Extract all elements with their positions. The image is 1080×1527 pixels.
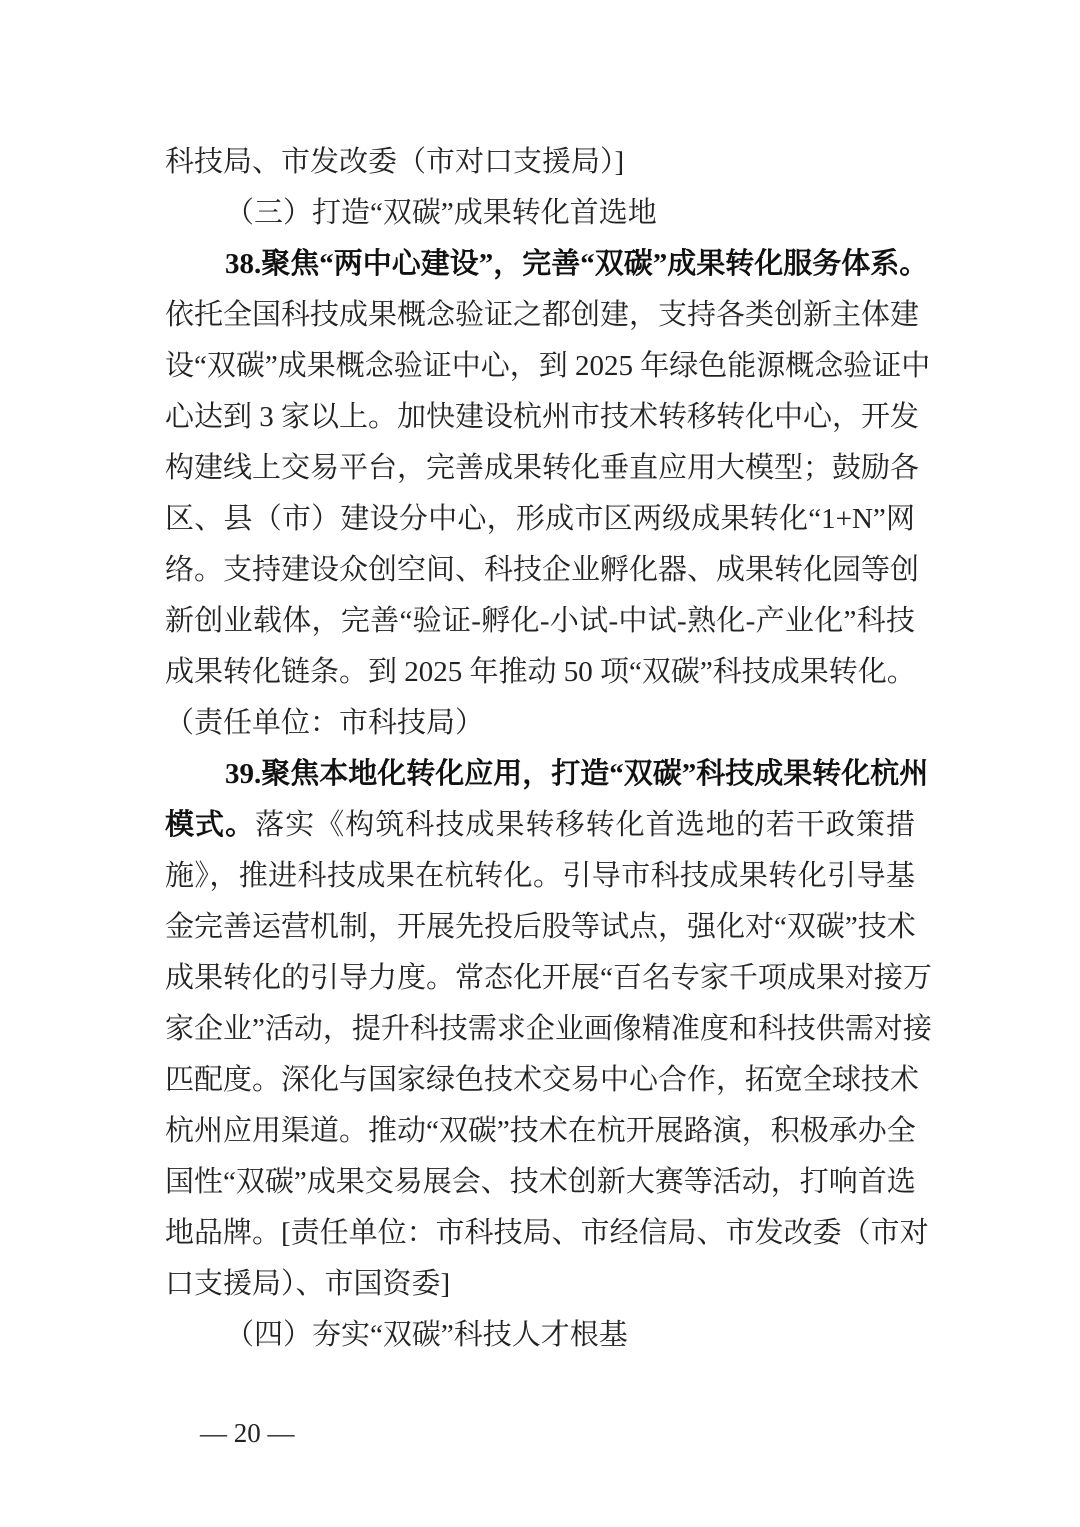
text-line: 金完善运营机制，开展先投后股等试点，强化对“双碳”技术 — [165, 911, 916, 943]
text-line: 地品牌。[责任单位：市科技局、市经信局、市发改委（市对 — [165, 1217, 929, 1249]
text-line: 口支援局）、市国资委] — [165, 1268, 451, 1300]
section-heading: （四）夯实“双碳”科技人才根基 — [225, 1319, 628, 1351]
bold-heading-end: 模式。 — [165, 809, 256, 841]
text-line: 新创业载体，完善“验证-孵化-小试-中试-熟化-产业化”科技 — [165, 605, 915, 637]
text-line: 区、县（市）建设分中心，形成市区两级成果转化“1+N”网 — [165, 503, 915, 535]
text-line: 家企业”活动，提升科技需求企业画像精准度和科技供需对接 — [165, 1013, 932, 1045]
text-line: 匹配度。深化与国家绿色技术交易中心合作，拓宽全球技术 — [165, 1064, 920, 1096]
text-line: 成果转化的引导力度。常态化开展“百名专家千项成果对接万 — [165, 962, 932, 994]
text-line: 国性“双碳”成果交易展会、技术创新大赛等活动，打响首选 — [165, 1166, 916, 1198]
text-line: 依托全国科技成果概念验证之都创建，支持各类创新主体建 — [165, 299, 920, 331]
responsibility-line: （责任单位：市科技局） — [165, 707, 485, 739]
text-line: 杭州应用渠道。推动“双碳”技术在杭开展路演，积极承办全 — [165, 1115, 916, 1147]
page-number: — 20 — — [200, 1418, 295, 1448]
bold-heading: 38.聚焦“两中心建设”，完善“双碳”成果转化服务体系。 — [225, 248, 929, 280]
text-line: 施》，推进科技成果在杭转化。引导市科技成果转化引导基 — [165, 860, 915, 892]
text-line: 络。支持建设众创空间、科技企业孵化器、成果转化园等创 — [165, 554, 920, 586]
text-line: 成果转化链条。到 2025 年推动 50 项“双碳”科技成果转化。 — [165, 656, 916, 688]
text-line: 心达到 3 家以上。加快建设杭州市技术转移转化中心，开发 — [165, 401, 920, 433]
item-heading-39 — [225, 754, 929, 794]
text-line: 构建线上交易平台，完善成果转化垂直应用大模型；鼓励各 — [165, 452, 920, 484]
text-line — [165, 805, 915, 845]
section-heading: （三）打造“双碳”成果转化首选地 — [225, 197, 657, 229]
bold-heading: 39.聚焦本地化转化应用，打造“双碳”科技成果转化杭州 — [225, 758, 929, 790]
text-line: 设“双碳”成果概念验证中心，到 2025 年绿色能源概念验证中 — [165, 350, 931, 382]
text-segment: 落实《构筑科技成果转移转化首选地的若干政策措 — [255, 809, 915, 841]
text-line: 科技局、市发改委（市对口支援局）] — [165, 146, 625, 178]
item-heading-38 — [225, 244, 929, 284]
